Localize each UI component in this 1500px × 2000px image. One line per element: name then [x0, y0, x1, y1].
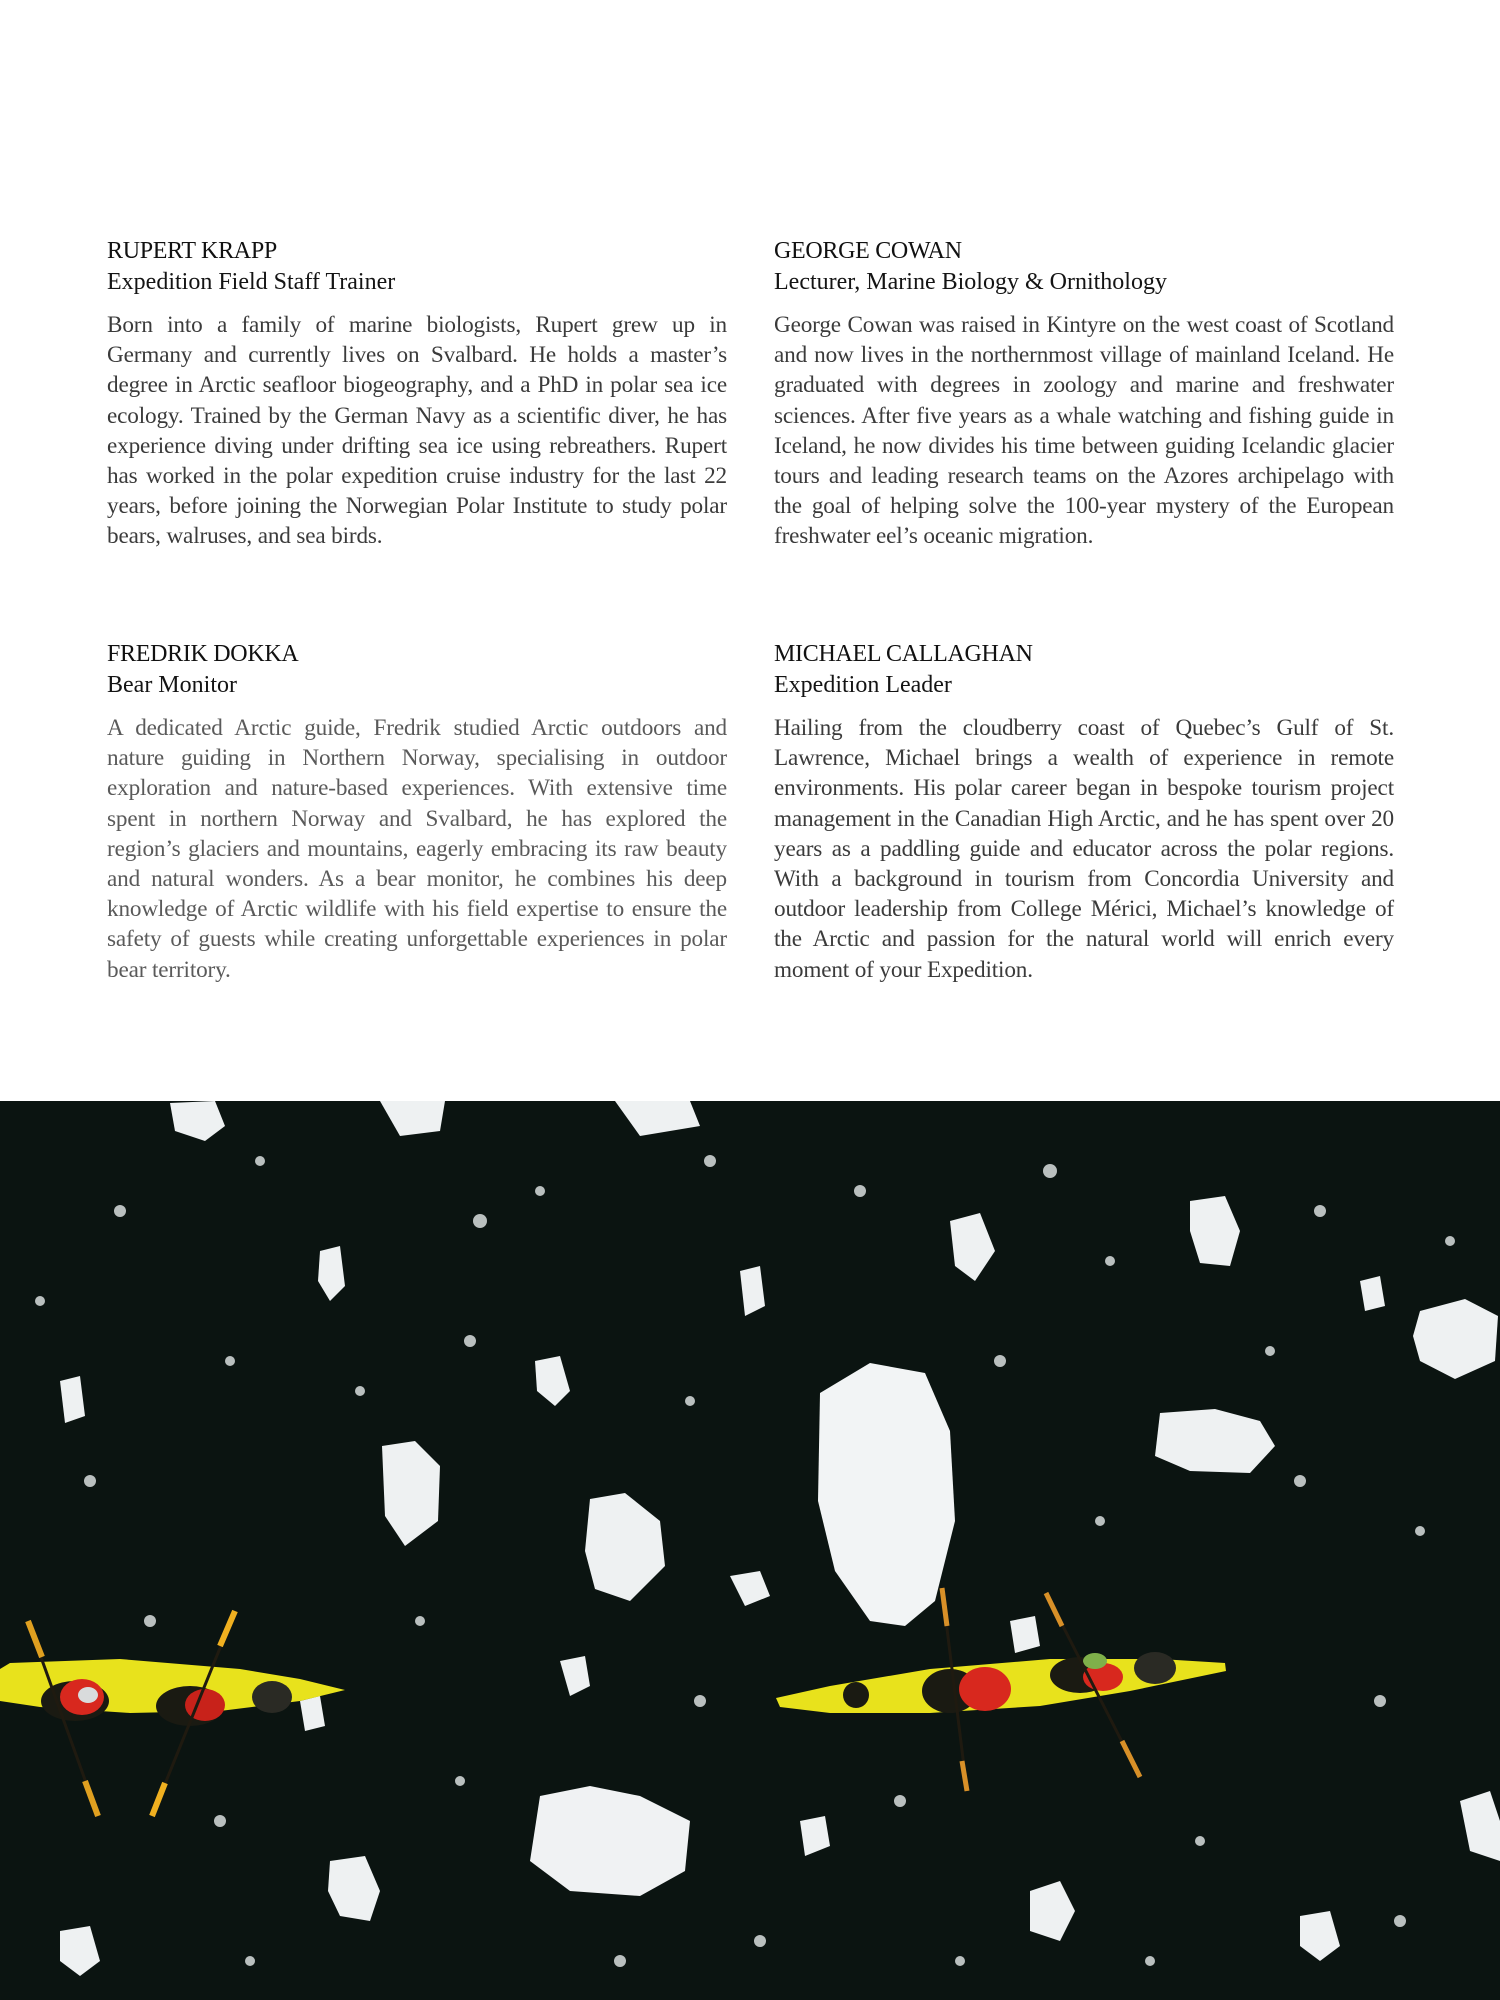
staff-name: FREDRIK DOKKA [107, 641, 299, 667]
kayaks-in-ice-photo [0, 1101, 1500, 2000]
staff-bio-rupert-krapp [107, 236, 727, 552]
staff-bio-text: Hailing from the cloudberry coast of Quebec’s Gulf of St. Lawrence, Michael brings a wealth of experience in remote environments. His polar career began in bespoke tourism project management in the Canadian High Arctic, and he has spent over 20 years as a paddling guide and educator across the polar regions. With a background in tourism from Concordia University and outdoor leadership from College Mérici, Michael’s knowledge of the Arctic and passion for the natural world will enrich every moment of your Expedition. [774, 715, 1394, 983]
staff-bio-text: George Cowan was raised in Kintyre on the west coast of Scotland and now lives in the northernmost village of mainland Iceland. He graduated with degrees in zoology and marine and freshwater sciences. After five years as a whale watching and fishing guide in Iceland, he now divides his time between guiding Icelandic glacier tours and leading research teams on the Azores archipelago with the goal of helping solve the 100-year mystery of the European freshwater eel’s oceanic migration. [774, 312, 1394, 550]
staff-bio-fredrik-dokka [107, 639, 727, 985]
staff-bio-text: A dedicated Arctic guide, Fredrik studied Arctic outdoors and nature guiding in Northern Norway, specialising in outdoor exploration and nature-based experiences. With extensive time spent in northern Norway and Svalbard, he has explored the region’s glaciers and mountains, eagerly embracing its raw beauty and natural wonders. As a bear monitor, he combines his deep knowledge of Arctic wildlife with his field expertise to ensure the safety of guests while creating unforgettable experiences in polar bear territory. [107, 715, 727, 983]
staff-name: GEORGE COWAN [774, 238, 962, 264]
staff-name: RUPERT KRAPP [107, 238, 277, 264]
staff-role: Bear Monitor [107, 672, 237, 698]
staff-name: MICHAEL CALLAGHAN [774, 641, 1033, 667]
staff-role: Lecturer, Marine Biology & Ornithology [774, 269, 1167, 295]
staff-bio-michael-callaghan [774, 639, 1394, 985]
staff-bio-text: Born into a family of marine biologists, Rupert grew up in Germany and currently lives on Svalbard. He holds a master’s degree in Arctic seafloor biogeography, and a PhD in polar sea ice ecology. Trained by the German Navy as a scientific diver, he has experience diving under drifting sea ice using rebreathers. Rupert has worked in the polar expedition cruise industry for the last 22 years, before joining the Norwegian Polar Institute to study polar bears, walruses, and sea birds. [107, 312, 727, 550]
staff-role: Expedition Field Staff Trainer [107, 269, 396, 295]
staff-bio-george-cowan [774, 236, 1394, 552]
staff-role: Expedition Leader [774, 672, 952, 698]
